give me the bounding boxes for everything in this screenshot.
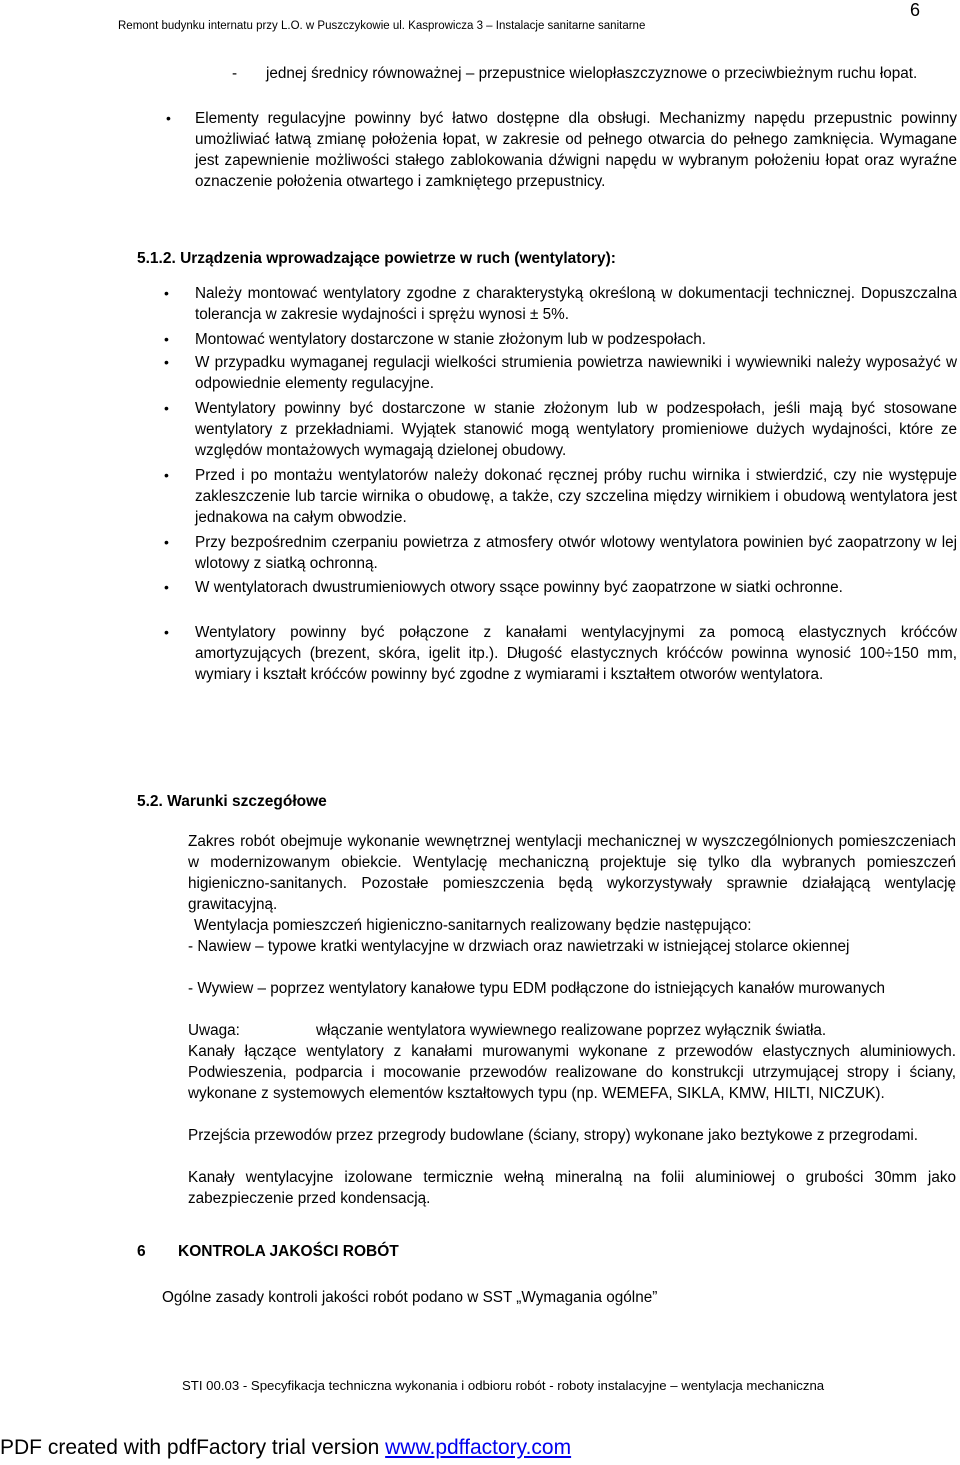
list-item: Wentylatory powinny być połączone z kanałami wentylacyjnymi za pomocą elastycznych króćców amortyzujących (brezent, skóra, igelit itp.). Długość elastycznych króćców powinna wynosić 100÷150 mm, wymiary i kształt króćców powinny być zgodne z wymiarami i kształtem otworów wentylatora. <box>195 624 957 683</box>
dash-item-text: jednej średnicy równoważnej – przepustnice wielopłaszczyznowe o przeciwbieżnym ruchu łopat. <box>266 65 918 82</box>
pdf-banner-text: PDF created with pdfFactory trial version <box>0 1436 386 1459</box>
pdf-banner <box>0 1436 571 1460</box>
bullet-marker: • <box>164 467 169 483</box>
bullet-marker: • <box>164 624 169 640</box>
bullet-item-text: Elementy regulacyjne powinny być łatwo dostępne dla obsługi. Mechanizmy napędu przepustnic powinny umożliwiać łatwą zmianę położenia łopat, w zakresie od pełnego otwarcia do pełnego zamknięcia. Wymagane jest zapewnienie możliwości stałego zablokowania dźwigni napędu w wybranym położeniu łopat oraz wyraźne oznaczenie położenia otwartego i zamkniętego przepustnicy. <box>195 110 957 190</box>
page-footer: STI 00.03 - Specyfikacja techniczna wykonania i odbioru robót - roboty instalacyjne – wentylacja mechaniczna <box>182 1378 825 1393</box>
paragraph-kanaly: Kanały łączące wentylatory z kanałami murowanymi wykonane z przewodów elastycznych aluminiowych. Podwieszenia, podparcia i mocowanie przewodów realizowane do konstrukcji utrzymującej stropy i ściany, wykonane z systemowych elementów kształtowych typu (np. WEMEFA, SIKLA, KMW, HILTI, NICZUK). <box>188 1043 956 1102</box>
paragraph-kontrola: Ogólne zasady kontroli jakości robót podano w SST „Wymagania ogólne” <box>162 1289 658 1306</box>
uwaga-text: włączanie wentylatora wywiewnego realizowane poprzez wyłącznik światła. <box>316 1022 827 1039</box>
uwaga-label: Uwaga: <box>188 1022 240 1039</box>
section-heading-52: 5.2. Warunki szczegółowe <box>137 793 327 810</box>
paragraph-intro: Zakres robót obejmuje wykonanie wewnętrznej wentylacji mechanicznej w wyszczególnionych pomieszczeniach w modernizowanym obiekcie. Wentylację mechaniczną projektuje się tylko dla wybranych pomieszczeń higieniczno-sanitanych. Pozostałe pomieszczenia będą wykorzystywały sprawnie działającą wentylację grawitacyjną. <box>188 833 956 913</box>
section-number-6: 6 <box>137 1243 146 1260</box>
list-item: Wentylatory powinny być dostarczone w stanie złożonym lub w podzespołach, jeśli mają być stosowane wentylatory z przekładniami. Wyjątek stanowić mogą wentylatory promieniowe dużych wydajności, które ze względów montażowych wymagają dzielonej obudowy. <box>195 400 957 459</box>
list-item: Przed i po montażu wentylatorów należy dokonać ręcznej próby ruchu wirnika i stwierdzić, czy nie występuje zakleszczenie lub tarcie wirnika o obudowę, a także, czy szczelina między wirnikiem i obudową wentylatora jest jednakowa na całym obwodzie. <box>195 467 957 526</box>
bullet-marker: • <box>164 285 169 301</box>
list-item: W przypadku wymaganej regulacji wielkości strumienia powietrza nawiewniki i wywiewniki należy wyposażyć w odpowiednie elementy regulacyjne. <box>195 354 957 392</box>
bullet-marker: • <box>164 400 169 416</box>
bullet-marker: • <box>164 579 169 595</box>
pdffactory-link[interactable]: www.pdffactory.com <box>385 1436 572 1459</box>
bullet-marker: • <box>164 354 169 370</box>
paragraph-izolacja: Kanały wentylacyjne izolowane termicznie wełną mineralną na folii aluminiowej o grubości 30mm jako zabezpieczenie przed kondensacją. <box>188 1169 956 1207</box>
paragraph-przejscia: Przejścia przewodów przez przegrody budowlane (ściany, stropy) wykonane jako beztykowe z przegrodami. <box>188 1127 919 1144</box>
list-item: Należy montować wentylatory zgodne z charakterystyką określoną w dokumentacji technicznej. Dopuszczalna tolerancja w zakresie wydajności i sprężu wynosi ± 5%. <box>195 285 957 323</box>
paragraph-lead: Wentylacja pomieszczeń higieniczno-sanitarnych realizowany będzie następująco: <box>194 917 752 934</box>
bullet-marker: • <box>164 534 169 550</box>
list-item: Przy bezpośrednim czerpaniu powietrza z atmosfery otwór wlotowy wentylatora powinien być zaopatrzony w lej wlotowy z siatką ochronną. <box>195 534 957 572</box>
bullet-marker: • <box>166 110 171 126</box>
bullet-marker: • <box>164 331 169 347</box>
section-heading-512: 5.1.2. Urządzenia wprowadzające powietrze w ruch (wentylatory): <box>137 250 616 267</box>
paragraph-nawiew: - Nawiew – typowe kratki wentylacyjne w drzwiach oraz nawietrzaki w istniejącej stolarce okiennej <box>188 938 850 955</box>
list-item: W wentylatorach dwustrumieniowych otwory ssące powinny być zaopatrzone w siatki ochronne. <box>195 579 843 596</box>
running-header: Remont budynku internatu przy L.O. w Puszczykowie ul. Kasprowicza 3 – Instalacje sanitarne sanitarne <box>118 20 646 32</box>
paragraph-wywiew: - Wywiew – poprzez wentylatory kanałowe typu EDM podłączone do istniejących kanałów murowanych <box>188 980 886 997</box>
list-item: Montować wentylatory dostarczone w stanie złożonym lub w podzespołach. <box>195 331 707 348</box>
dash-marker: - <box>232 65 238 82</box>
page-number: 6 <box>910 0 921 20</box>
section-heading-6: KONTROLA JAKOŚCI ROBÓT <box>178 1243 399 1260</box>
